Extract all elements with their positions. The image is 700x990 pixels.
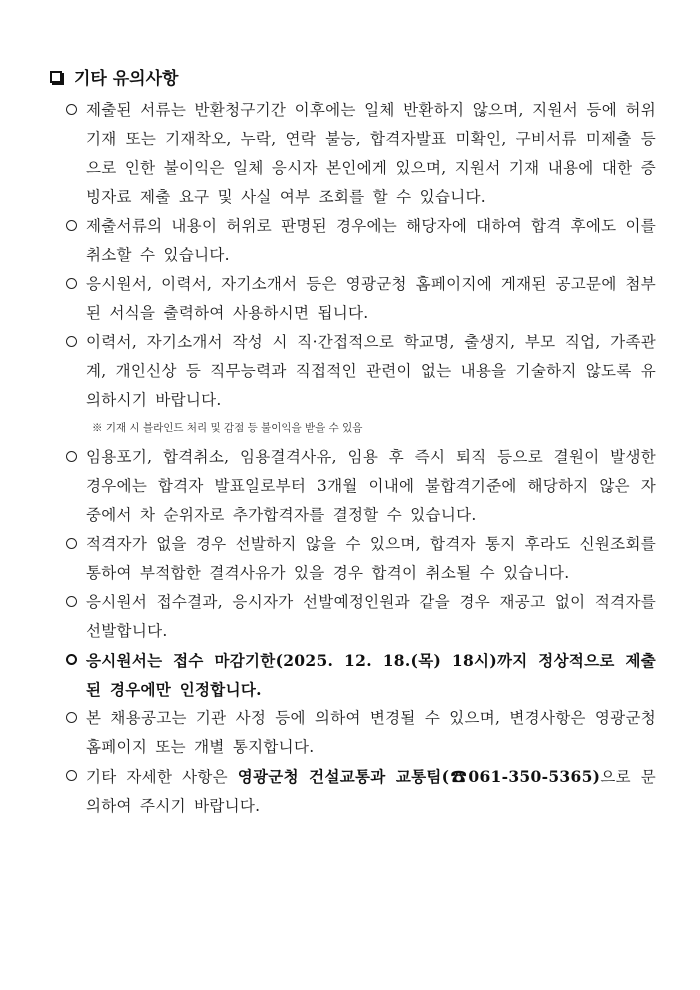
circle-bullet-icon: [66, 451, 77, 462]
notice-list: [66, 96, 656, 821]
list-item: 이력서, 자기소개서 작성 시 직·간접적으로 학교명, 출생지, 부모 직업, 가족관계, 개인신상 등 직무능력과 직접적인 관련이 없는 내용을 기술하지 않도록 유의하시기 바랍니다.: [66, 328, 656, 415]
section-heading: [50, 64, 178, 89]
contact-info: 영광군청 건설교통과 교통팀(☎061-350-5365): [237, 767, 601, 786]
circle-bullet-icon: [66, 654, 77, 665]
circle-bullet-icon: [66, 220, 77, 231]
circle-bullet-icon: [66, 712, 77, 723]
circle-bullet-icon: [66, 596, 77, 607]
list-item: 응시원서 접수결과, 응시자가 선발예정인원과 같을 경우 재공고 없이 적격자를 선발합니다.: [66, 588, 656, 646]
circle-bullet-icon: [66, 278, 77, 289]
section-title: 기타 유의사항: [74, 69, 179, 89]
circle-bullet-icon: [66, 538, 77, 549]
list-item: 제출서류의 내용이 허위로 판명된 경우에는 해당자에 대하여 합격 후에도 이를 취소할 수 있습니다.: [66, 212, 656, 270]
circle-bullet-icon: [66, 104, 77, 115]
list-item-note: ※ 기재 시 블라인드 처리 및 감점 등 불이익을 받을 수 있음: [92, 422, 363, 434]
list-item-contact: 기타 자세한 사항은 영광군청 건설교통과 교통팀(☎061-350-5365)으로 문의하여 주시기 바랍니다.: [66, 762, 656, 821]
list-item: 응시원서, 이력서, 자기소개서 등은 영광군청 홈페이지에 게재된 공고문에 첨부된 서식을 출력하여 사용하시면 됩니다.: [66, 270, 656, 328]
checkbox-square-icon: [50, 71, 62, 83]
list-item-deadline: 응시원서는 접수 마감기한(2025. 12. 18.(목) 18시)까지 정상적으로 제출된 경우에만 인정합니다.: [66, 646, 656, 704]
list-item: 적격자가 없을 경우 선발하지 않을 수 있으며, 합격자 통지 후라도 신원조회를 통하여 부적합한 결격사유가 있을 경우 합격이 취소될 수 있습니다.: [66, 530, 656, 588]
list-item: 임용포기, 합격취소, 임용결격사유, 임용 후 즉시 퇴직 등으로 결원이 발생한 경우에는 합격자 발표일로부터 3개월 이내에 불합격기준에 해당하지 않은 자 중에서 차 순위자로 추가합격자를 결정할 수 있습니다.: [66, 443, 656, 530]
circle-bullet-icon: [66, 336, 77, 347]
list-item: 본 채용공고는 기관 사정 등에 의하여 변경될 수 있으며, 변경사항은 영광군청 홈페이지 또는 개별 통지합니다.: [66, 704, 656, 762]
circle-bullet-icon: [66, 770, 77, 781]
list-item: 제출된 서류는 반환청구기간 이후에는 일체 반환하지 않으며, 지원서 등에 허위기재 또는 기재착오, 누락, 연락 불능, 합격자발표 미확인, 구비서류 미제출 등으로 인한 불이익은 일체 응시자 본인에게 있으며, 지원서 기재 내용에 대한 증빙자료 제출 요구 및 사실 여부 조회를 할 수 있습니다.: [66, 96, 656, 212]
